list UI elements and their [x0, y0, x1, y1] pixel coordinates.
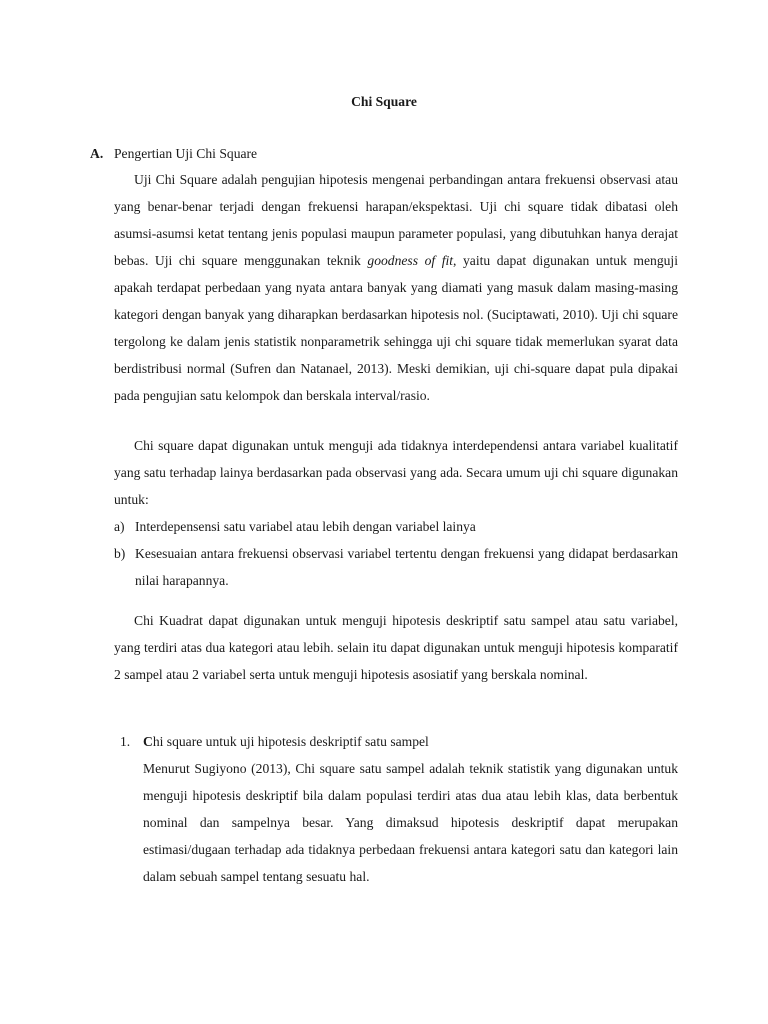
paragraph-definition-text-2: , yaitu dapat digunakan untuk menguji apakah terdapat perbedaan yang nyata antara banyak yang diamati yang masuk dalam masing-masing kategori dengan banyak yang diharapkan berdasarkan hipotesis nol. (Suciptawati, 2010). Uji chi square tergolong ke dalam jenis statistik nonparametrik sehingga uji chi square tidak memerlukan syarat data berdistribusi normal (Sufren dan Natanael, 2013). Meski demikian, uji chi-square dapat pula dipakai pada pengujian satu kelompok dan berskala interval/rasio.	[114, 253, 678, 403]
paragraph-usage: Chi square dapat digunakan untuk menguji ada tidaknya interdependensi antara variabel kualitatif yang satu terhadap lainya berdasarkan pada observasi yang ada. Secara umum uji chi square digunakan untuk:	[114, 438, 678, 507]
numbered-heading-bold-letter: C	[143, 734, 153, 749]
numbered-heading-text: hi square untuk uji hipotesis deskriptif satu sampel	[152, 734, 429, 749]
numbered-heading-number: 1.	[120, 734, 131, 749]
paragraph-chi-kuadrat: Chi Kuadrat dapat digunakan untuk menguji hipotesis deskriptif satu sampel atau satu variabel, yang terdiri atas dua kategori atau lebih. selain itu dapat digunakan untuk menguji hipotesis komparatif 2 sampel atau 2 variabel serta untuk menguji hipotesis asosiatif yang berskala nominal.	[114, 613, 678, 682]
paragraph-definition-text-1: Uji Chi Square adalah pengujian hipotesis mengenai perbandingan antara frekuensi observasi atau yang benar-benar terjadi dengan frekuensi harapan/ekspektasi. Uji chi square tidak dibatasi oleh asumsi-asumsi ketat tentang jenis populasi maupun parameter populasi, yang dibutuhkan hanya derajat bebas. Uji chi square menggunakan teknik	[114, 172, 678, 268]
section-heading-text: Pengertian Uji Chi Square	[114, 146, 258, 161]
list-item	[114, 540, 678, 594]
list-item-text: Interdepensensi satu variabel atau lebih dengan variabel lainya	[135, 519, 476, 534]
numbered-section-body: Menurut Sugiyono (2013), Chi square satu sampel adalah teknik statistik yang digunakan untuk menguji hipotesis deskriptif bila dalam populasi terdiri atas dua atau lebih klas, data berbentuk nominal dan sampelnya besar. Yang dimaksud hipotesis deskriptif dapat merupakan estimasi/dugaan terhadap ada tidaknya perbedaan frekuensi antara kategori satu dan kategori lain dalam sebuah sampel tentang sesuatu hal.	[143, 761, 678, 884]
section-letter: A.	[90, 146, 104, 161]
italic-term: goodness of fit	[367, 253, 454, 268]
list-marker: b)	[114, 546, 126, 561]
list-marker: a)	[114, 519, 125, 534]
page-title: Chi Square	[351, 94, 417, 109]
list-item-text: Kesesuaian antara frekuensi observasi variabel tertentu dengan frekuensi yang didapat berdasarkan nilai harapannya.	[135, 546, 678, 588]
paragraph-definition	[114, 166, 678, 409]
list-item	[114, 513, 678, 540]
section-heading	[90, 144, 257, 164]
numbered-heading	[120, 728, 429, 755]
